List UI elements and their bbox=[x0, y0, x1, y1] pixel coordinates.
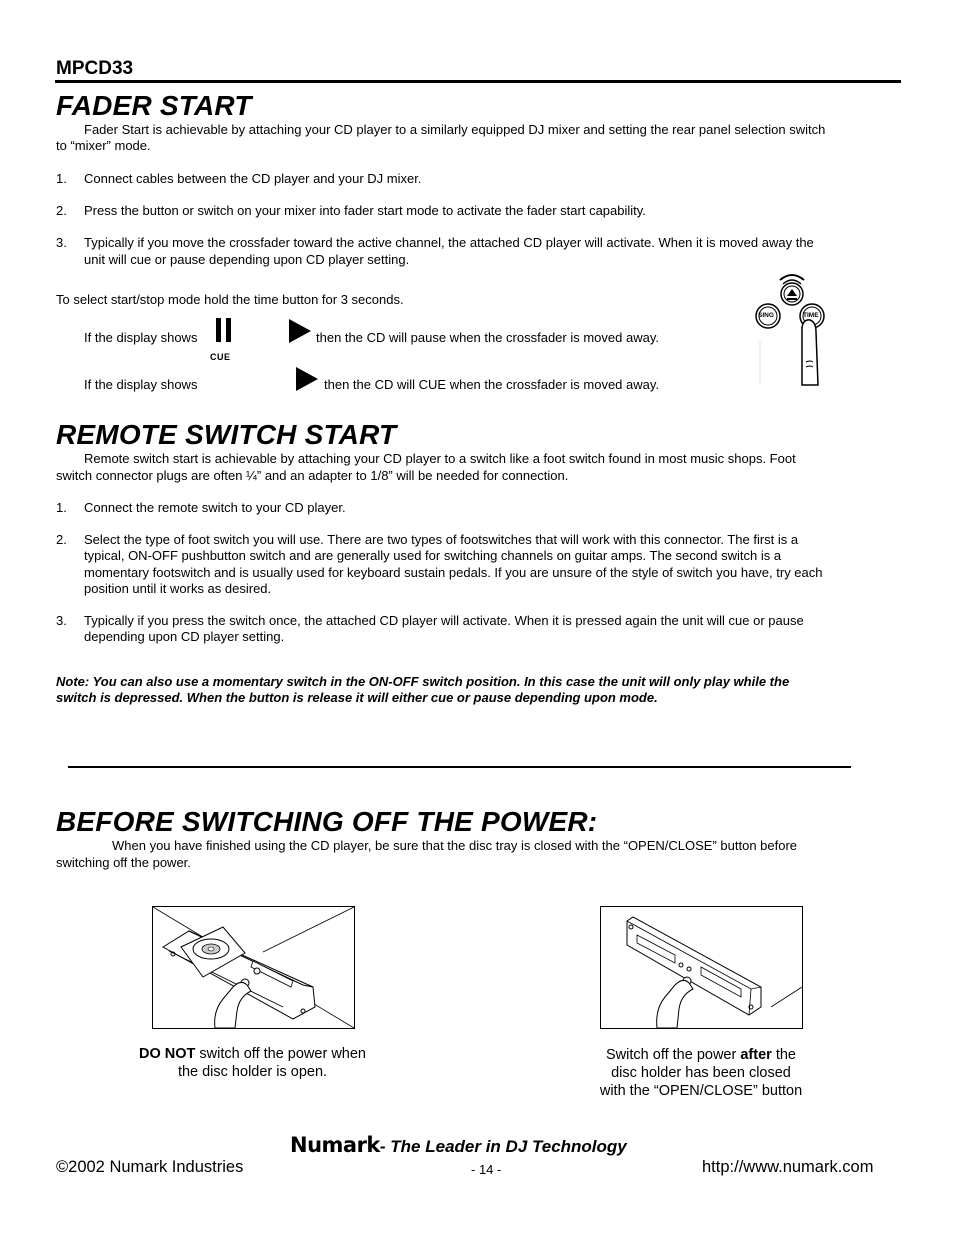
remote-step-1 bbox=[56, 500, 906, 517]
display-shows-label-pause: If the display shows bbox=[84, 330, 198, 345]
figure-tray-open bbox=[152, 906, 355, 1029]
step-text: typical, ON-OFF pushbutton switch and are generally used for switching channels on guitar amps. The second switch is a bbox=[84, 548, 782, 564]
left-caption-line2: the disc holder is open. bbox=[177, 1064, 328, 1080]
numark-logo: Numark bbox=[290, 1133, 380, 1157]
play-icon bbox=[289, 319, 311, 343]
footer-copyright: ©2002 Numark Industries bbox=[56, 1158, 244, 1176]
section-divider bbox=[68, 766, 851, 768]
right-caption-post: the bbox=[771, 1047, 796, 1063]
remote-switch-start-title: REMOTE SWITCH START bbox=[56, 419, 397, 450]
power-intro-line1: When you have finished using the CD player, be sure that the disc tray is closed with the “OPEN/CLOSE” button before bbox=[112, 838, 798, 853]
step-number: 1. bbox=[56, 500, 67, 515]
remote-intro-line2: switch connector plugs are often ¼” and an adapter to 1/8” will be needed for connection. bbox=[56, 468, 569, 483]
power-off-title: BEFORE SWITCHING OFF THE POWER: bbox=[56, 806, 598, 837]
fader-intro-line1: Fader Start is achievable by attaching your CD player to a similarly equipped DJ mixer and setting the rear panel selection switch bbox=[84, 122, 826, 137]
figure-tray-closed bbox=[600, 906, 803, 1029]
footer-tagline-row bbox=[290, 1133, 627, 1157]
remote-note-line2: switch is depressed. When the button is release it will either cue or pause depending upon mode. bbox=[56, 690, 658, 705]
left-caption bbox=[100, 1045, 405, 1081]
step-text: momentary footswitch and is usually used for keyboard sustain pedals. If you are unsure of the style of switch you have, try each bbox=[84, 564, 823, 580]
fader-step-1 bbox=[56, 171, 906, 188]
remote-step-2 bbox=[56, 532, 906, 600]
select-mode-text: To select start/stop mode hold the time button for 3 seconds. bbox=[56, 292, 404, 307]
fader-intro-line2: to “mixer” mode. bbox=[56, 138, 151, 153]
pause-icon bbox=[215, 318, 233, 342]
cue-indicator-label: CUE bbox=[210, 352, 231, 362]
step-text: Typically if you press the switch once, the attached CD player will activate. When it is pressed again the unit will cue or pause bbox=[84, 613, 804, 628]
play-icon bbox=[296, 367, 318, 391]
display-shows-label-cue: If the display shows bbox=[84, 377, 198, 392]
step-text: Connect the remote switch to your CD player. bbox=[84, 500, 346, 515]
power-intro-line2: switching off the power. bbox=[56, 855, 191, 870]
cue-description: then the CD will CUE when the crossfader is moved away. bbox=[324, 377, 660, 392]
sing-button-label: SING bbox=[758, 312, 774, 319]
step-text: position until it works as desired. bbox=[84, 580, 272, 596]
step-text: Typically if you move the crossfader toward the active channel, the attached CD player will activate. When it is moved away the bbox=[84, 235, 814, 250]
header-rule bbox=[55, 80, 901, 83]
right-caption-line2: disc holder has been closed bbox=[611, 1065, 791, 1081]
remote-step-3 bbox=[56, 613, 906, 647]
step-text: Press the button or switch on your mixer into fader start mode to activate the fader start capability. bbox=[84, 203, 646, 218]
footer-tagline: - The Leader in DJ Technology bbox=[379, 1137, 627, 1156]
right-caption-pre: Switch off the power bbox=[606, 1047, 741, 1063]
step-number: 3. bbox=[56, 235, 67, 250]
step-number: 2. bbox=[56, 532, 67, 547]
step-text: unit will cue or pause depending upon CD player setting. bbox=[84, 251, 410, 267]
right-caption-line3: with the “OPEN/CLOSE” button bbox=[599, 1083, 803, 1099]
right-caption-bold: after bbox=[740, 1047, 772, 1063]
remote-intro-line1: Remote switch start is achievable by attaching your CD player to a switch like a foot switch found in most music shops. Foot bbox=[84, 451, 796, 466]
step-text: Select the type of foot switch you will use. There are two types of footswitches that will work with this connector. The first is a bbox=[84, 532, 799, 547]
remote-note-line1: Note: You can also use a momentary switch in the ON-OFF switch position. In this case the unit will only play while the bbox=[56, 674, 790, 689]
left-caption-bold: DO NOT bbox=[139, 1046, 196, 1062]
time-button-illustration bbox=[752, 270, 832, 390]
fader-start-title: FADER START bbox=[56, 90, 252, 121]
step-number: 2. bbox=[56, 203, 67, 218]
step-number: 3. bbox=[56, 613, 67, 628]
step-text: Connect cables between the CD player and your DJ mixer. bbox=[84, 171, 422, 186]
page-number: - 14 - bbox=[471, 1162, 502, 1177]
pause-description: then the CD will pause when the crossfader is moved away. bbox=[316, 330, 659, 345]
fader-step-2 bbox=[56, 203, 906, 220]
fader-step-3 bbox=[56, 235, 906, 269]
right-caption bbox=[560, 1046, 842, 1100]
step-number: 1. bbox=[56, 171, 67, 186]
time-button-label: TIME bbox=[803, 312, 819, 319]
model-name: MPCD33 bbox=[56, 58, 134, 79]
step-text: depending upon CD player setting. bbox=[84, 629, 285, 645]
left-caption-rest: switch off the power when bbox=[195, 1046, 366, 1062]
footer-url[interactable]: http://www.numark.com bbox=[702, 1158, 874, 1176]
